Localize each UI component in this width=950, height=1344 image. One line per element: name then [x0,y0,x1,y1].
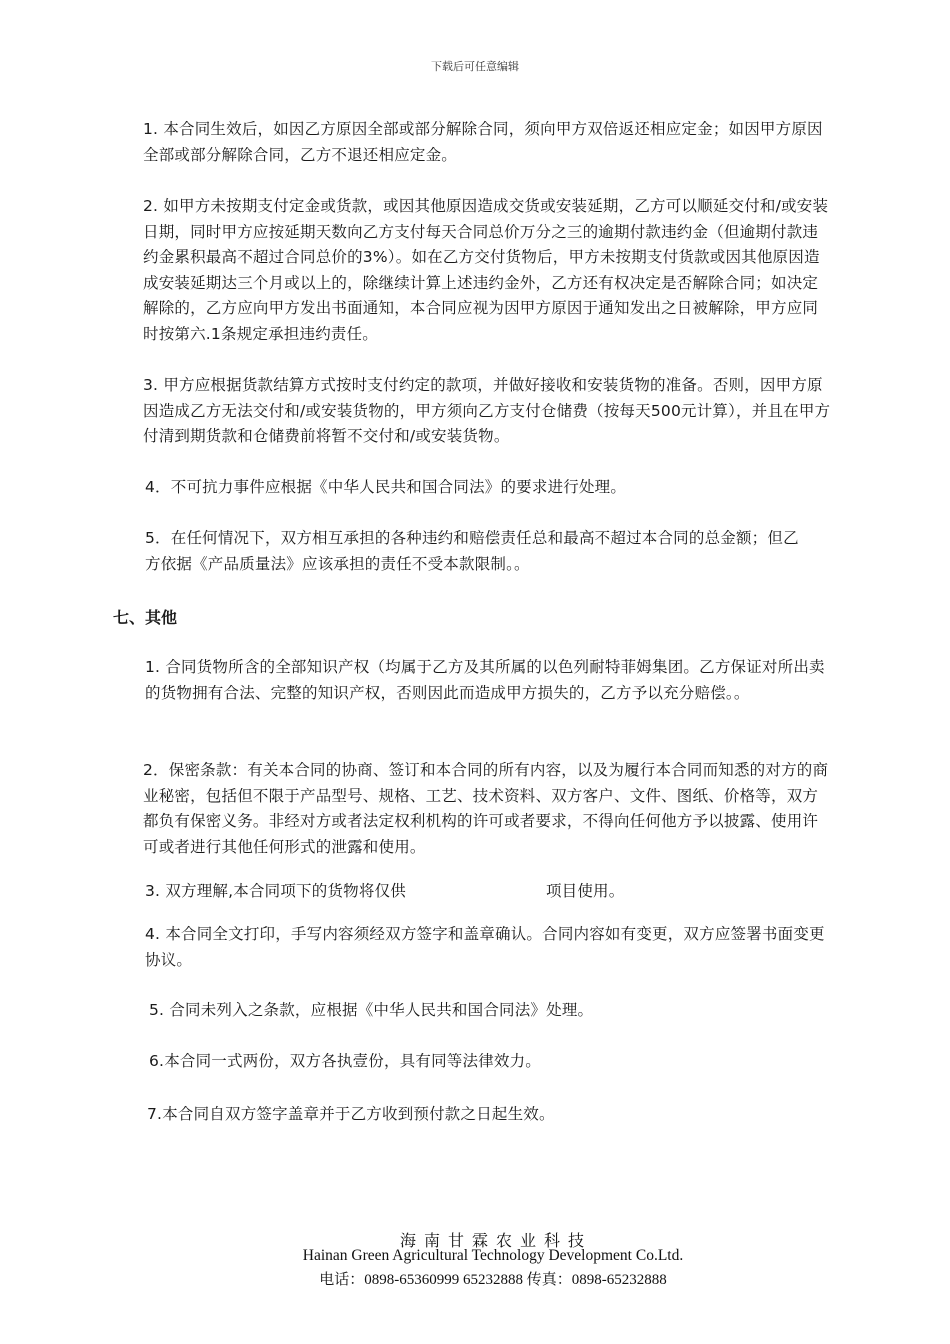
page-header: 下载后可任意编辑 [431,60,519,73]
breach-clause-1: 1. 本合同生效后，如因乙方原因全部或部分解除合同，须向甲方双倍返还相应定金；如因甲方原因全部或部分解除合同，乙方不退还相应定金。 [143,120,823,164]
other-clause-3-end: 项目使用。 [545,882,625,900]
breach-clause-2: 2. 如甲方未按期支付定金或货款，或因其他原因造成交货或安装延期，乙方可以顺延交付和/或安装日期，同时甲方应按延期天数向乙方支付每天合同总价万分之三的逾期付款违约金（但逾期付款违约金累积最高不超过合同总价的3%）。如在乙方交付货物后，甲方未按期支付货款或因其他原因造成安装延期达三个月或以上的，除继续计算上述违约金外，乙方还有权决定是否解除合同；如决定解除的，乙方应向甲方发出书面通知，本合同应视为因甲方原因于通知发出之日被解除，甲方应同时按第六.1条规定承担违约责任。 [143,197,829,343]
other-clause-5: 5. 合同未列入之条款，应根据《中华人民共和国合同法》处理。 [149,1001,594,1019]
breach-clause-5: 5．在任何情况下，双方相互承担的各种违约和赔偿责任总和最高不超过本合同的总金额；但乙方依据《产品质量法》应该承担的责任不受本款限制。。 [145,529,799,573]
breach-clause-3: 3. 甲方应根据货款结算方式按时支付约定的款项，并做好接收和安装货物的准备。否则，因甲方原因造成乙方无法交付和/或安装货物的，甲方须向乙方支付仓储费（按每天500元计算），并且在甲方付清到期货款和仓储费前将暂不交付和/或安装货物。 [143,376,831,445]
footer-company-en: Hainan Green Agricultural Technology Development Co.Ltd. [302,1247,684,1264]
footer-company-cn: 海 南 甘 霖 农 业 科 技 [399,1233,586,1250]
other-clause-3-start: 3. 双方理解,本合同项下的货物将仅供 [145,882,406,900]
other-clause-4: 4. 本合同全文打印，手写内容须经双方签字和盖章确认。合同内容如有变更，双方应签署书面变更协议。 [145,925,825,969]
other-clause-3 [145,879,835,905]
other-clause-7: 7.本合同自双方签字盖章并于乙方收到预付款之日起生效。 [147,1105,555,1123]
section-title-other: 七、其他 [113,608,178,627]
other-clause-1: 1. 合同货物所含的全部知识产权（均属于乙方及其所属的以色列耐特菲姆集团。乙方保证对所出卖的货物拥有合法、完整的知识产权，否则因此而造成甲方损失的，乙方予以充分赔偿。。 [145,658,825,702]
other-clause-6: 6.本合同一式两份，双方各执壹份，具有同等法律效力。 [149,1052,541,1070]
breach-clause-4: 4．不可抗力事件应根据《中华人民共和国合同法》的要求进行处理。 [145,478,627,496]
other-clause-2: 2．保密条款：有关本合同的协商、签订和本合同的所有内容，以及为履行本合同而知悉的对方的商业秘密，包括但不限于产品型号、规格、工艺、技术资料、双方客户、文件、图纸、价格等，双方都负有保密义务。非经对方或者法定权利机构的许可或者要求，不得向任何他方予以披露、使用许可或者进行其他任何形式的泄露和使用。 [143,761,829,856]
footer-contact: 电话：0898-65360999 65232888 传真：0898-65232888 [319,1272,667,1288]
